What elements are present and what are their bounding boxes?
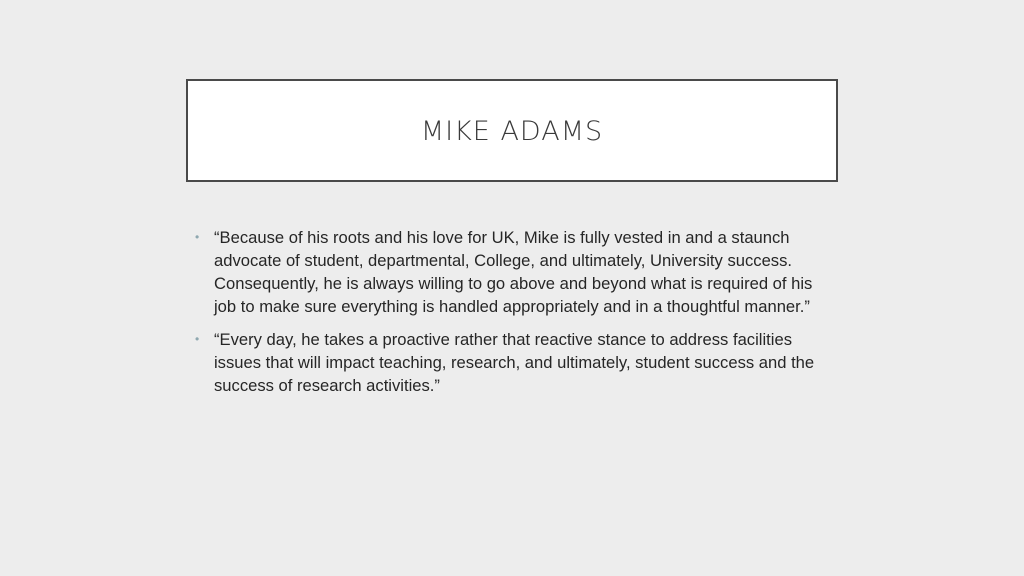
bullet-text: “Because of his roots and his love for UK, Mike is fully vested in and a staunch advocate of student, departmental, College, and ultimately, University success. Consequently, he is always willing to go above and beyond what is required of his job to make sure everything is handled appropriately and in a thoughtful manner.” [214,228,813,316]
bullet-item [195,328,835,397]
bullet-text: “Every day, he takes a proactive rather that reactive stance to address facilities issues that will impact teaching, research, and ultimately, student success and the success of research activities.” [214,330,815,395]
bullet-dot-icon: • [195,332,200,346]
title-box [186,79,838,182]
slide-content [195,226,835,407]
bullet-item [195,226,835,318]
bullet-list [195,226,835,397]
slide-title: MIKE ADAMS [420,116,604,147]
bullet-dot-icon: • [195,230,200,244]
